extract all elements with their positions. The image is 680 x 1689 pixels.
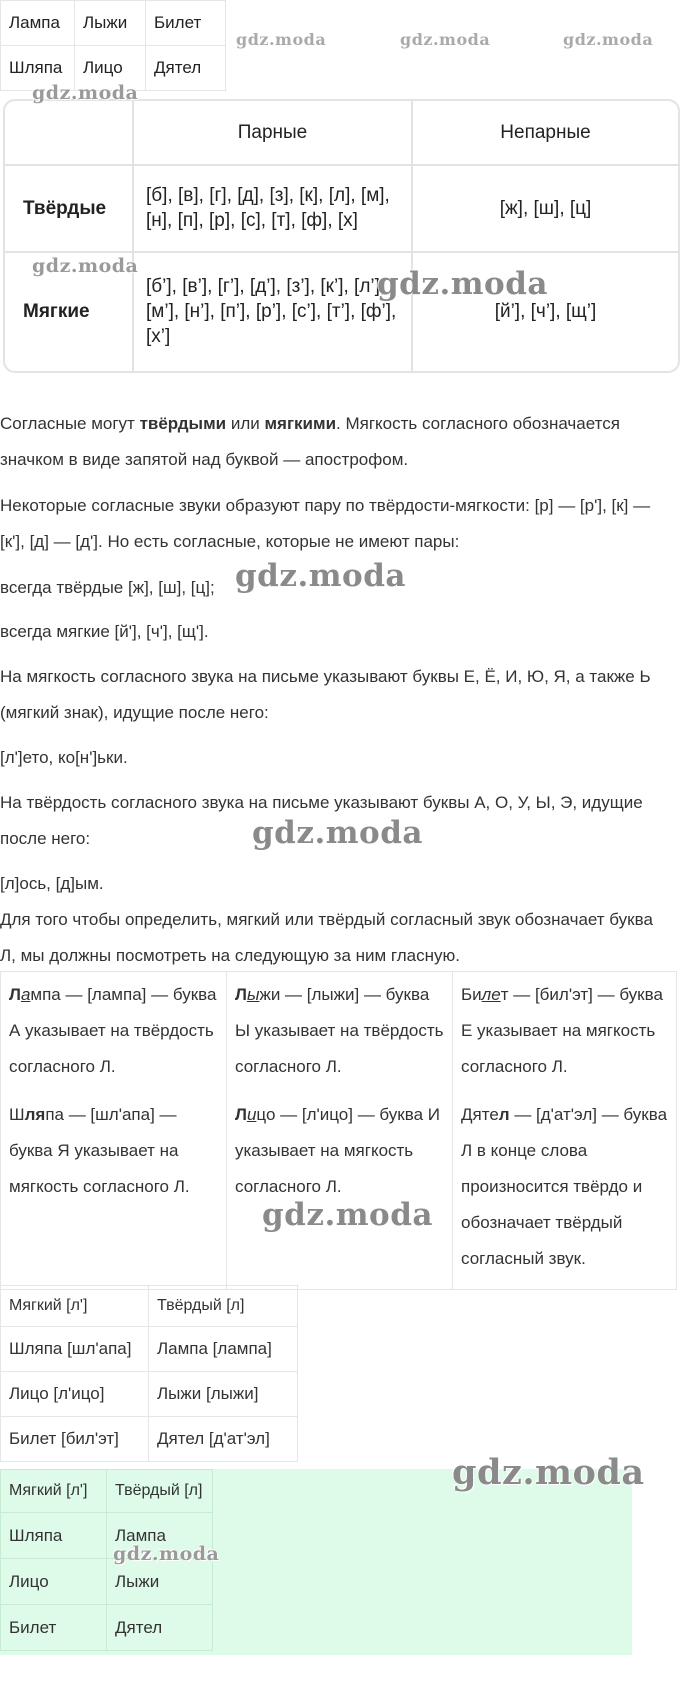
table-row [1,1559,213,1605]
watermark: gdz.moda [32,255,139,277]
consonants-table-frame [3,99,680,373]
example-cell [1,972,227,1290]
word-part: Дяте [461,1105,499,1124]
highlight-letter: и [246,1105,257,1124]
explanation: — [д'ат'эл] — буква Л в конце слова произносится твёрдо и обозначает твёрдый согласный звук. [461,1105,668,1268]
table-row [1,1605,213,1651]
table-header-row [1,1286,298,1327]
bold-term: твёрдыми [139,414,227,433]
table-row [1,972,677,1290]
explanation: — [лыжи] — буква Ы указывает на твёрдость согласного Л. [235,985,444,1076]
text: или [226,414,265,433]
paragraph-always-hard: всегда твёрдые [ж], [ш], [ц]; [0,578,215,597]
example-cell [453,972,677,1290]
explanation: — [лампа] — буква А указывает на твёрдость согласного Л. [9,985,217,1076]
soft-header: Мягкий [л'] [1,1286,149,1327]
table-cell: Лицо [л'ицо] [1,1372,149,1417]
explanation: — [л'ицо] — буква И указывает на мягкость согласного Л. [235,1105,440,1196]
paragraph-rule: Для того чтобы определить, мягкий или твёрдый согласный звук обозначает буква Л, мы должны посмотреть на следующую за ним гласную. [0,910,653,965]
paragraph-hard-example: [л]ось, [д]ым. [0,874,104,893]
example-shlyapa [9,1097,218,1205]
table-cell: Билет [1,1605,107,1651]
word-cell: Шляпа [1,46,75,91]
example-bilet [461,977,668,1085]
word-part: Ш [9,1105,25,1124]
table-row [1,1327,298,1372]
hard-unpaired-cell: [ж], [ш], [ц] [412,165,678,252]
table-row [1,1417,298,1462]
text: . Мягкость согласного обозначается значком в виде запятой над буквой — апострофом. [0,414,620,469]
table-cell: Дятел [107,1605,213,1651]
example-lampa [9,977,218,1085]
soft-paired-cell: [б’], [в’], [г’], [д’], [з’], [к’], [л’], [м’], [н’], [п’], [р’], [с’], [т’], [ф’], [х’] [133,252,412,371]
example-cell [227,972,453,1290]
word-part: цо [256,1105,276,1124]
highlight-letter: ле [481,985,501,1004]
soft-row-label: Мягкие [5,252,133,371]
paragraph-hard-letters: На твёрдость согласного звука на письме указывают буквы А, О, У, Ы, Э, идущие после него: [0,793,643,848]
text: Согласные могут [0,414,140,433]
hard-header: Твёрдый [л] [149,1286,298,1327]
paragraph-pairs: Некоторые согласные звуки образуют пару по твёрдости-мягкости: [р] — [р'], [к] —[к'], [д] — [д']. Но есть согласные, которые не имеют пары: [0,496,651,551]
table-cell: Шляпа [1,1513,107,1559]
table-header-row [5,101,678,165]
watermark: gdz.moda [262,1197,433,1233]
highlight-letter: ля [24,1105,46,1124]
hard-paired-cell: [б], [в], [г], [д], [з], [к], [л], [м], [н], [п], [р], [с], [т], [ф], [х] [133,165,412,252]
hard-header: Твёрдый [л] [107,1470,213,1513]
example-lyzhi [235,977,444,1085]
paragraph-always-soft: всегда мягкие [й'], [ч'], [щ']. [0,622,209,641]
example-litso [235,1097,444,1205]
paired-header: Парные [133,101,412,165]
soft-header: Мягкий [л'] [1,1470,107,1513]
word-cell: Лыжи [75,1,146,46]
paragraph-soft-example: [л']ето, ко[н']ьки. [0,748,128,767]
watermark: gdz.moda [377,266,548,302]
table-header-row [1,1470,213,1513]
table-cell: Лицо [1,1559,107,1605]
word-part: т [500,985,509,1004]
table-row [1,1372,298,1417]
watermark: gdz.moda [113,1543,220,1565]
highlight-letter: ы [246,985,260,1004]
explanation: — [шл'апа] — буква Я указывает на мягкость согласного Л. [9,1105,190,1196]
word-cell: Лицо [75,46,146,91]
word-part: Би [461,985,482,1004]
highlight-letter: л [498,1105,510,1124]
paragraph-hard-soft [0,406,672,478]
word-cell: Лампа [1,1,75,46]
explanation: — [бил'эт] — буква Е указывает на мягкость согласного Л. [461,985,663,1076]
table-cell: Лыжи [лыжи] [149,1372,298,1417]
highlight-letter: а [20,985,31,1004]
watermark: gdz.moda [235,558,406,594]
word-part: жи [259,985,281,1004]
examples-table [0,971,677,1290]
word-part: мпа [30,985,61,1004]
watermark: gdz.moda [563,30,654,49]
watermark: gdz.moda [400,30,491,49]
example-dyatel [461,1097,668,1277]
word-cell: Дятел [146,46,226,91]
word-part: па [45,1105,64,1124]
table-row [1,1,226,46]
table-cell: Шляпа [шл'апа] [1,1327,149,1372]
hard-row-label: Твёрдые [5,165,133,252]
watermark: gdz.moda [252,815,423,851]
bold-term: мягкими [264,414,337,433]
soft-hard-table [0,1285,298,1462]
unpaired-header: Непарные [412,101,678,165]
word-cell: Билет [146,1,226,46]
table-row [5,165,678,252]
word-part: Л [9,985,21,1004]
table-cell: Дятел [д'ат'эл] [149,1417,298,1462]
words-table [0,0,226,91]
empty-header-cell [5,101,133,165]
table-cell: Лампа [107,1513,213,1559]
word-part: Л [235,985,247,1004]
soft-unpaired-cell: [й’], [ч’], [щ’] [412,252,678,371]
watermark: gdz.moda [236,30,327,49]
watermark: gdz.moda [452,1452,645,1493]
paragraph-soft-letters: На мягкость согласного звука на письме указывают буквы Е, Ё, И, Ю, Я, а также Ь (мягкий знак), идущие после него: [0,667,651,722]
table-cell: Билет [бил'эт] [1,1417,149,1462]
word-part: Л [235,1105,247,1124]
table-cell: Лыжи [107,1559,213,1605]
table-cell: Лампа [лампа] [149,1327,298,1372]
consonants-table [5,101,678,371]
watermark: gdz.moda [32,82,139,104]
